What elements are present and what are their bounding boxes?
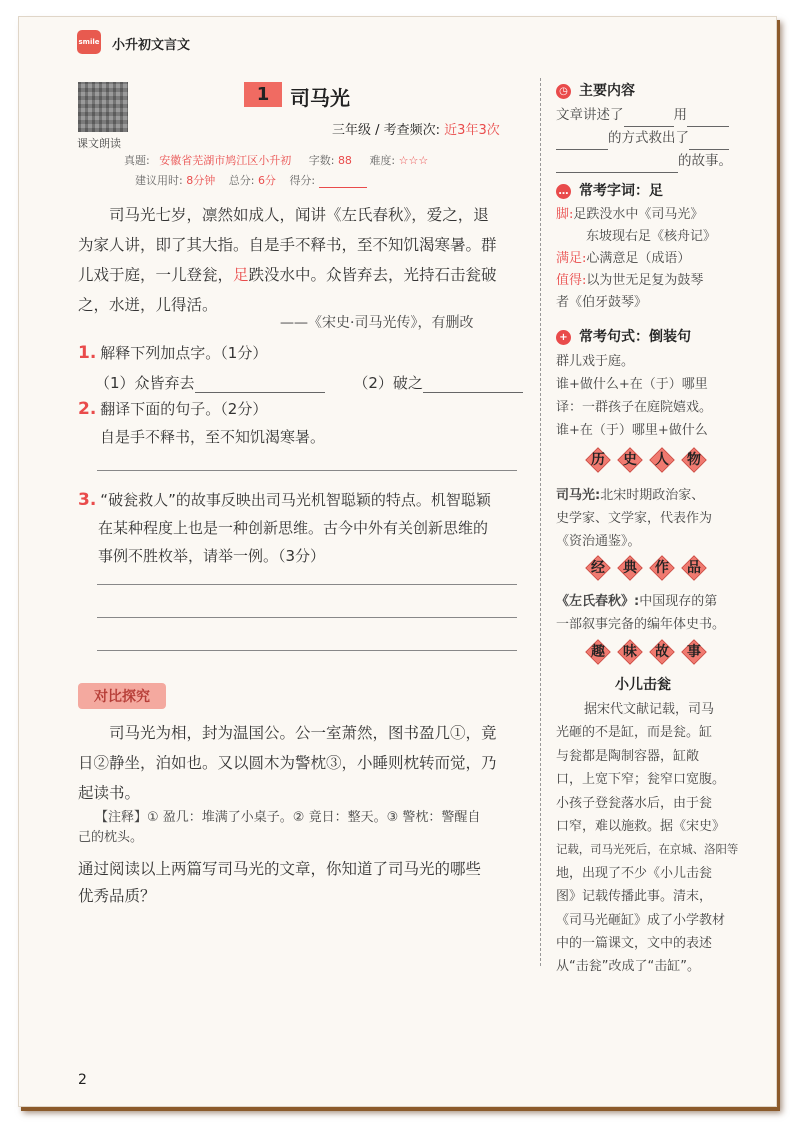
banner-char: 故 <box>655 644 669 660</box>
history-person-banner <box>578 448 718 470</box>
book-title: 小升初文言文 <box>112 38 191 53</box>
lesson-title: 司马光 <box>290 86 350 110</box>
grade-label: 三年级 / 考查频次: <box>332 123 441 138</box>
score-label: 得分: <box>289 174 316 187</box>
fun-story-banner <box>578 640 718 662</box>
column-divider <box>540 78 541 966</box>
lesson-meta-row2 <box>135 172 367 188</box>
page-number: 2 <box>78 1072 87 1088</box>
key-word-heading: … 常考字词：足 <box>556 180 663 200</box>
passage-line: 为家人讲，即了其大指。自是手不释书，至不知饥渴寒暑。群 <box>78 236 497 254</box>
meaning-key: 脚: <box>556 207 574 222</box>
answer-line[interactable] <box>97 617 517 618</box>
answer-line[interactable] <box>97 650 517 651</box>
question-2 <box>78 398 267 419</box>
compare-question-line: 优秀品质？ <box>78 887 156 905</box>
compare-passage <box>78 718 523 808</box>
banner-char: 品 <box>687 560 701 576</box>
q1-a-blank[interactable] <box>195 378 325 393</box>
qr-code-icon[interactable] <box>78 82 128 132</box>
banner-char: 史 <box>623 452 637 468</box>
q3-number: 3. <box>78 490 97 510</box>
word-example: 东坡现右足《核舟记》 <box>586 229 717 244</box>
main-blank-2[interactable] <box>687 112 729 127</box>
total-label: 总分: <box>228 174 255 187</box>
story-line: 口窄，难以施救。据《宋史》 <box>556 819 726 835</box>
compare-line: 司马光为相，封为温国公。公一室萧然，图书盈几①，竟 <box>109 724 497 742</box>
frequency-value: 近3年3次 <box>444 123 500 138</box>
main-blank-3[interactable] <box>556 135 608 150</box>
word-example: 者《伯牙鼓琴》 <box>556 295 648 310</box>
time-value: 8分钟 <box>186 174 216 187</box>
answer-line[interactable] <box>97 584 517 585</box>
compare-question-line: 通过阅读以上两篇写司马光的文章，你知道了司马光的哪些 <box>78 860 482 878</box>
word-count-label: 字数: <box>308 154 335 167</box>
q3-line: 事例不胜枚举，请举一例。（3分） <box>98 547 326 565</box>
total-value: 6分 <box>257 174 276 187</box>
compare-tag: 对比探究 <box>78 683 166 709</box>
classical-passage <box>78 200 523 320</box>
passage-line: 司马光七岁，凛然如成人，闻讲《左氏春秋》，爱之，退 <box>109 206 489 224</box>
q2-sentence: 自是手不释书，至不知饥渴寒暑。 <box>100 428 326 446</box>
banner-char: 历 <box>591 452 605 468</box>
passage-line: 之，水迸，儿得活。 <box>78 296 218 314</box>
plus-circle-icon: + <box>556 330 571 345</box>
sentence-pattern-body <box>556 350 712 442</box>
story-title: 小儿击瓮 <box>615 677 671 693</box>
q2-text: 翻译下面的句子。（2分） <box>100 400 268 418</box>
banner-char: 物 <box>687 452 701 468</box>
dots-icon: … <box>556 184 571 199</box>
work-line: 一部叙事完备的编年体史书。 <box>556 617 726 632</box>
lesson-grade <box>332 119 500 138</box>
work-body: 《左氏春秋》:中国现存的第 一部叙事完备的编年体史书。 <box>556 590 766 636</box>
banner-char: 趣 <box>591 644 605 660</box>
q3-line: 在某种程度上也是一种创新思维。古今中外有关创新思维的 <box>98 519 489 537</box>
qr-label: 课文朗读 <box>77 137 121 150</box>
banner-char: 事 <box>687 644 701 660</box>
q1-items <box>95 372 523 393</box>
score-blank[interactable] <box>319 173 367 188</box>
banner-char: 味 <box>623 644 637 660</box>
meaning-key: 满足: <box>556 251 587 266</box>
difficulty-stars: ☆☆☆ <box>398 154 429 167</box>
note-line: 己的枕头。 <box>78 830 144 845</box>
time-label: 建议用时: <box>135 174 183 187</box>
pattern-line: 群儿戏于庭。 <box>556 354 635 369</box>
main-content-body: 文章讲述了 用 的方式救出了 的故事。 <box>556 104 761 173</box>
compare-question <box>78 856 523 910</box>
pattern-line: 谁+在（于）哪里+做什么 <box>556 423 708 438</box>
work-name: 《左氏春秋》: <box>556 594 640 609</box>
lesson-meta-row1 <box>124 152 428 168</box>
person-line: 《资治通鉴》。 <box>556 534 641 549</box>
q1-text: 解释下列加点字。（1分） <box>100 344 268 362</box>
sentence-pattern-heading: + 常考句式：倒装句 <box>556 326 691 346</box>
meaning-key: 值得: <box>556 273 587 288</box>
answer-line[interactable] <box>97 470 517 471</box>
story-line: 《司马光砸缸》成了小学教材 <box>556 912 726 928</box>
passage-source: ——《宋史·司马光传》，有删改 <box>280 315 474 331</box>
story-line: 与瓮都是陶制容器，缸敞 <box>556 748 700 764</box>
note-line: 【注释】① 盈几：堆满了小桌子。② 竟日：整天。③ 警枕：警醒自 <box>95 810 481 825</box>
question-3 <box>78 486 491 570</box>
passage-line: 儿戏于庭，一儿登瓮，足跌没水中。众皆弃去，光持石击瓮破 <box>78 266 497 284</box>
highlighted-char: 足 <box>233 266 249 284</box>
main-content-heading: ◷ 主要内容 <box>556 80 635 100</box>
source-label: 真题: <box>124 154 150 167</box>
story-line: 地，出现了不少《小儿击瓮 <box>556 865 713 881</box>
q1-number: 1. <box>78 343 97 363</box>
q3-line: “破瓮救人”的故事反映出司马光机智聪颖的特点。机智聪颖 <box>100 491 491 509</box>
compare-line: 日②静坐，泊如也。又以圆木为警枕③，小睡则枕转而觉，乃 <box>78 754 497 772</box>
story-line: 小孩子登瓮落水后，由于瓮 <box>556 795 713 811</box>
main-blank-4[interactable] <box>689 135 729 150</box>
person-body: 司马光:北宋时期政治家、 史学家、文学家，代表作为 《资治通鉴》。 <box>556 484 766 553</box>
person-name: 司马光: <box>556 488 601 503</box>
main-blank-1[interactable] <box>624 112 674 127</box>
banner-char: 经 <box>591 560 605 576</box>
clock-icon: ◷ <box>556 84 571 99</box>
pattern-line: 译：一群孩子在庭院嬉戏。 <box>556 400 713 415</box>
compare-line: 起读书。 <box>78 784 141 802</box>
person-line: 史学家、文学家，代表作为 <box>556 511 713 526</box>
story-body <box>556 698 768 979</box>
story-line: 从“击瓮”改成了“击缸”。 <box>556 959 700 975</box>
story-line: 图》记载传播此事。清末， <box>556 889 713 905</box>
main-blank-5[interactable] <box>556 158 678 173</box>
key-word-body: 脚:足跌没水中《司马光》 东坡现右足《核舟记》 满足:心满意足（成语） 值得:以为世无足复为鼓琴 者《伯牙鼓琴》 <box>556 204 766 314</box>
brand-logo: smile <box>77 30 101 54</box>
lesson-number: 1 <box>244 82 282 107</box>
story-line: 光砸的不是缸，而是瓮。缸 <box>556 725 713 741</box>
difficulty-label: 难度: <box>369 154 396 167</box>
banner-char: 作 <box>655 560 669 576</box>
pattern-line: 谁+做什么+在（于）哪里 <box>556 377 708 392</box>
story-line: 记载，司马光死后，在京城、洛阳等 <box>556 842 739 857</box>
story-line: 中的一篇课文，文中的表述 <box>556 936 713 952</box>
q1-b-blank[interactable] <box>423 378 523 393</box>
q1-item-a: （1）众皆弃去 <box>95 374 195 392</box>
banner-char: 人 <box>655 452 669 468</box>
story-line: 口，上宽下窄；瓮窄口宽腹。 <box>556 772 726 788</box>
word-count-value: 88 <box>337 154 352 167</box>
q2-number: 2. <box>78 399 97 419</box>
question-1 <box>78 342 267 363</box>
q1-item-b: （2）破之 <box>353 374 423 392</box>
classic-work-banner <box>578 556 718 578</box>
story-line: 据宋代文献记载，司马 <box>584 702 715 717</box>
source-value: 安徽省芜湖市鸠江区小升初 <box>159 154 292 167</box>
banner-char: 典 <box>623 560 637 576</box>
compare-notes <box>78 808 525 848</box>
